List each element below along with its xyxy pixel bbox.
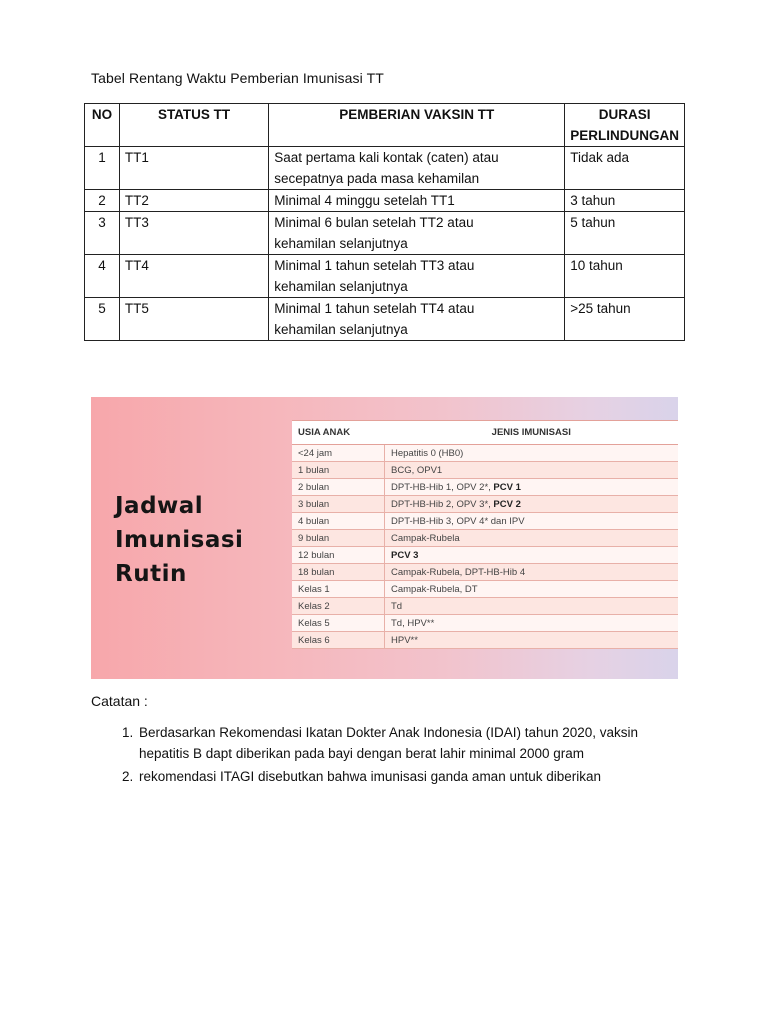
row-durasi: >25 tahun bbox=[565, 298, 685, 341]
imun-jenis: Hepatitis 0 (HB0) bbox=[385, 445, 679, 462]
table-row bbox=[85, 147, 685, 190]
imun-usia: 4 bulan bbox=[292, 513, 385, 530]
imun-usia: Kelas 6 bbox=[292, 632, 385, 649]
table-row bbox=[85, 190, 685, 212]
routine-immunization-table bbox=[292, 420, 678, 649]
imun-row bbox=[292, 615, 678, 632]
row-no: 4 bbox=[85, 255, 120, 298]
imun-usia: Kelas 5 bbox=[292, 615, 385, 632]
header-jenis-imunisasi: JENIS IMUNISASI bbox=[385, 421, 679, 445]
imun-row bbox=[292, 581, 678, 598]
header-durasi: DURASI PERLINDUNGAN bbox=[565, 104, 685, 147]
row-durasi: 3 tahun bbox=[565, 190, 685, 212]
document-title: Tabel Rentang Waktu Pemberian Imunisasi TT bbox=[91, 70, 384, 86]
row-durasi: 10 tahun bbox=[565, 255, 685, 298]
imun-row bbox=[292, 598, 678, 615]
row-vaksin: Saat pertama kali kontak (caten) atau secepatnya pada masa kehamilan bbox=[269, 147, 565, 190]
row-status: TT4 bbox=[119, 255, 268, 298]
immunization-schedule-banner bbox=[91, 397, 678, 679]
table-row bbox=[85, 298, 685, 341]
imun-usia: 2 bulan bbox=[292, 479, 385, 496]
table-header-row bbox=[85, 104, 685, 147]
row-durasi: 5 tahun bbox=[565, 212, 685, 255]
imun-usia: <24 jam bbox=[292, 445, 385, 462]
imun-jenis: Campak-Rubela, DPT-HB-Hib 4 bbox=[385, 564, 679, 581]
table-row bbox=[85, 212, 685, 255]
header-status: STATUS TT bbox=[119, 104, 268, 147]
imun-row bbox=[292, 496, 678, 513]
imun-row bbox=[292, 445, 678, 462]
imun-jenis: BCG, OPV1 bbox=[385, 462, 679, 479]
header-no: NO bbox=[85, 104, 120, 147]
imun-usia: Kelas 2 bbox=[292, 598, 385, 615]
row-vaksin: Minimal 1 tahun setelah TT3 atau kehamilan selanjutnya bbox=[269, 255, 565, 298]
imun-usia: 3 bulan bbox=[292, 496, 385, 513]
notes-list bbox=[110, 722, 667, 789]
imun-jenis: DPT-HB-Hib 2, OPV 3*, PCV 2 bbox=[385, 496, 679, 513]
imun-row bbox=[292, 462, 678, 479]
row-status: TT5 bbox=[119, 298, 268, 341]
imun-usia: Kelas 1 bbox=[292, 581, 385, 598]
banner-title: Jadwal Imunisasi Rutin bbox=[115, 493, 244, 587]
imun-usia: 12 bulan bbox=[292, 547, 385, 564]
row-no: 1 bbox=[85, 147, 120, 190]
imun-jenis: Campak-Rubela, DT bbox=[385, 581, 679, 598]
imun-usia: 18 bulan bbox=[292, 564, 385, 581]
imun-row bbox=[292, 632, 678, 649]
imun-jenis: Campak-Rubela bbox=[385, 530, 679, 547]
row-vaksin: Minimal 1 tahun setelah TT4 atau kehamilan selanjutnya bbox=[269, 298, 565, 341]
row-vaksin: Minimal 4 minggu setelah TT1 bbox=[269, 190, 565, 212]
imun-header-row bbox=[292, 421, 678, 445]
imun-jenis: DPT-HB-Hib 1, OPV 2*, PCV 1 bbox=[385, 479, 679, 496]
imun-row bbox=[292, 479, 678, 496]
row-status: TT3 bbox=[119, 212, 268, 255]
imun-row bbox=[292, 530, 678, 547]
header-usia-anak: USIA ANAK bbox=[292, 421, 385, 445]
notes-heading: Catatan : bbox=[91, 693, 148, 709]
imun-jenis: Td bbox=[385, 598, 679, 615]
note-item: 2. rekomendasi ITAGI disebutkan bahwa imunisasi ganda aman untuk diberikan bbox=[137, 766, 667, 787]
imun-jenis: DPT-HB-Hib 3, OPV 4* dan IPV bbox=[385, 513, 679, 530]
tt-schedule-table bbox=[84, 103, 685, 341]
row-no: 2 bbox=[85, 190, 120, 212]
row-no: 3 bbox=[85, 212, 120, 255]
row-status: TT1 bbox=[119, 147, 268, 190]
imun-row bbox=[292, 547, 678, 564]
row-no: 5 bbox=[85, 298, 120, 341]
header-vaksin: PEMBERIAN VAKSIN TT bbox=[269, 104, 565, 147]
imun-row bbox=[292, 513, 678, 530]
imun-jenis: PCV 3 bbox=[385, 547, 679, 564]
imun-usia: 1 bulan bbox=[292, 462, 385, 479]
row-durasi: Tidak ada bbox=[565, 147, 685, 190]
note-item: 1. Berdasarkan Rekomendasi Ikatan Dokter Anak Indonesia (IDAI) tahun 2020, vaksin hepatitis B dapt diberikan pada bayi dengan berat lahir minimal 2000 gram bbox=[137, 722, 667, 764]
table-row bbox=[85, 255, 685, 298]
imun-jenis: Td, HPV** bbox=[385, 615, 679, 632]
imun-row bbox=[292, 564, 678, 581]
imun-usia: 9 bulan bbox=[292, 530, 385, 547]
row-status: TT2 bbox=[119, 190, 268, 212]
row-vaksin: Minimal 6 bulan setelah TT2 atau kehamilan selanjutnya bbox=[269, 212, 565, 255]
imun-jenis: HPV** bbox=[385, 632, 679, 649]
